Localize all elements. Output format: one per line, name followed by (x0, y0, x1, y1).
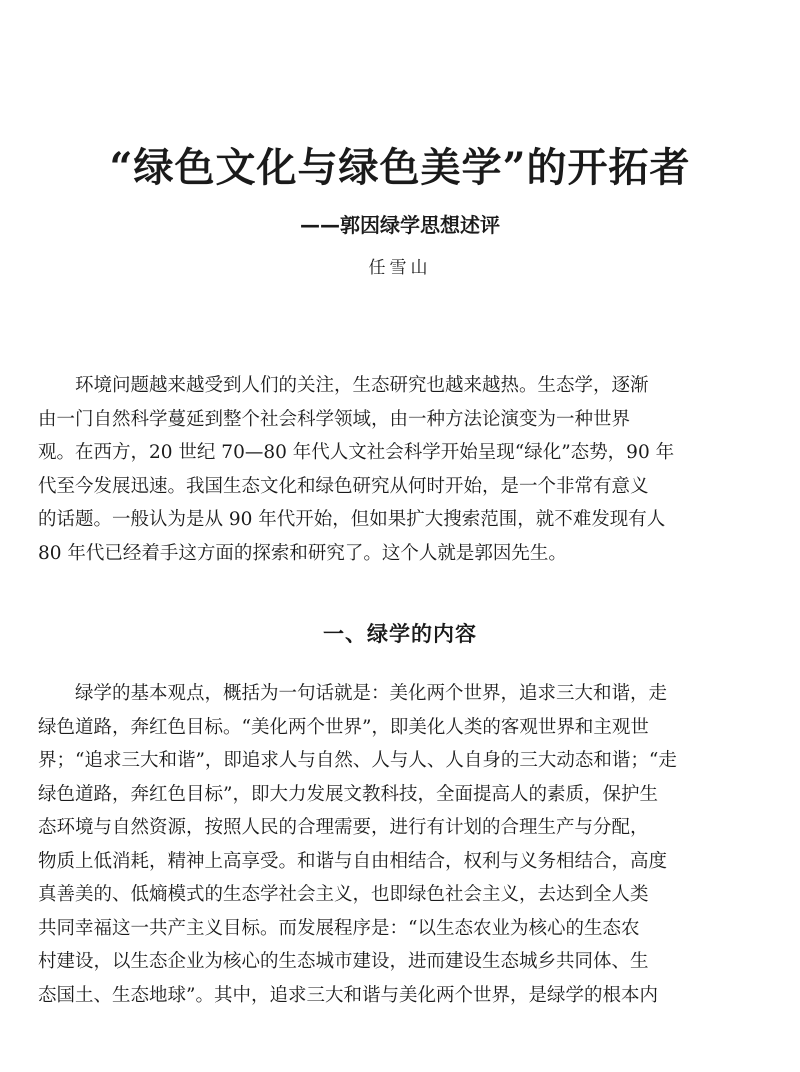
text-line: 物质上低消耗，精神上高享受。和谐与自由相结合，权利与义务相结合，高度 (38, 850, 668, 872)
text-line: 绿色道路，奔红色目标。“美化两个世界”，即美化人类的客观世界和主观世 (38, 716, 649, 738)
text-line: 的话题。一般认为是从 90 年代开始，但如果扩大搜索范围，就不难发现有人 (38, 509, 666, 530)
text-line: 真善美的、低熵模式的生态学社会主义，也即绿色社会主义，去达到全人类 (38, 884, 649, 905)
text-line: 绿色道路，奔红色目标”，即大力发展文教科技，全面提高人的素质，保护生 (38, 783, 658, 805)
section-heading: 一、绿学的内容 (323, 621, 477, 646)
article-subtitle: ——郭因绿学思想述评 (300, 213, 500, 237)
text-line: 观。在西方，20 世纪 70—80 年代人文社会科学开始呈现“绿化”态势，90 年 (38, 442, 675, 463)
text-line: 80 年代已经着手这方面的探索和研究了。这个人就是郭因先生。 (38, 542, 567, 564)
paragraph-intro (38, 369, 762, 570)
article-author: 任雪山 (368, 258, 432, 278)
text-line: 态国土、生态地球”。其中，追求三大和谐与美化两个世界，是绿学的根本内 (38, 984, 658, 1006)
text-line: 环境问题越来越受到人们的关注，生态研究也越来越热。生态学，逐渐 (75, 375, 649, 396)
text-line: 村建设，以生态企业为核心的生态城市建设，进而建设生态城乡共同体、生 (38, 951, 649, 972)
text-line: 界；“追求三大和谐”，即追求人与自然、人与人、人自身的三大动态和谐；“走 (38, 750, 677, 771)
paragraph-green-studies-content (38, 677, 762, 1012)
text-line: 代至今发展迅速。我国生态文化和绿色研究从何时开始，是一个非常有意义 (38, 475, 649, 497)
text-line: 共同幸福这一共产主义目标。而发展程序是：“以生态农业为核心的生态农 (38, 917, 640, 939)
text-line: 绿学的基本观点，概括为一句话就是：美化两个世界，追求三大和谐，走 (75, 683, 668, 704)
text-line: 态环境与自然资源，按照人民的合理需要，进行有计划的合理生产与分配， (38, 817, 649, 838)
article-title: “绿色文化与绿色美学”的开拓者 (109, 144, 691, 191)
text-line: 由一门自然科学蔓延到整个社会科学领域，由一种方法论演变为一种世界 (38, 408, 631, 430)
